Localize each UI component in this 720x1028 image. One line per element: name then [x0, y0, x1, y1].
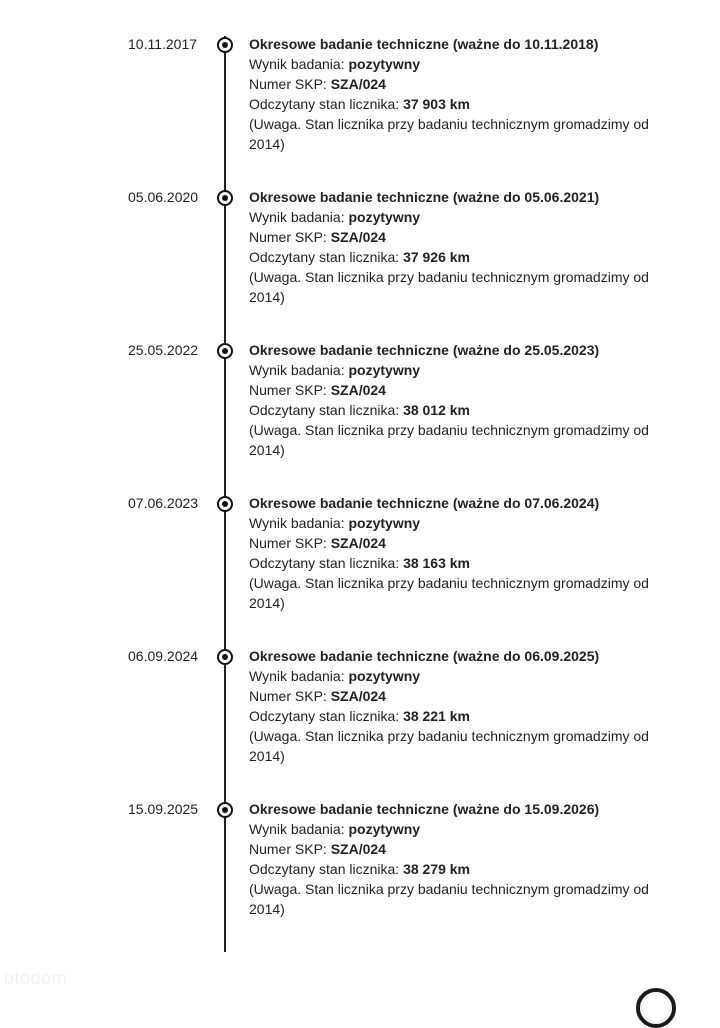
entry-odometer	[249, 553, 649, 573]
result-label: Wynik badania:	[249, 821, 349, 837]
result-label: Wynik badania:	[249, 515, 349, 531]
entry-result	[249, 819, 649, 839]
entry-title: Okresowe badanie techniczne (ważne do 25.05.2023)	[249, 342, 600, 358]
odometer-value: 38 163 km	[403, 555, 471, 571]
skp-value: SZA/024	[330, 382, 386, 398]
entry-result	[249, 207, 649, 227]
entry-skp	[249, 533, 649, 553]
entry-result	[249, 666, 649, 686]
result-label: Wynik badania:	[249, 209, 349, 225]
circle-badge-icon	[636, 988, 676, 1028]
odometer-value: 38 221 km	[403, 708, 471, 724]
skp-label: Numer SKP:	[249, 535, 331, 551]
entry-skp	[249, 227, 649, 247]
entry-odometer	[249, 94, 649, 114]
timeline-entry	[0, 646, 720, 776]
timeline-dot-icon	[217, 343, 233, 359]
entry-title: Okresowe badanie techniczne (ważne do 10.11.2018)	[249, 36, 599, 52]
watermark-logo: otodom	[4, 968, 68, 988]
odometer-label: Odczytany stan licznika:	[249, 96, 404, 112]
odometer-value: 38 012 km	[403, 402, 471, 418]
entry-details	[249, 799, 649, 919]
entry-title: Okresowe badanie techniczne (ważne do 15.09.2026)	[249, 801, 600, 817]
entry-title: Okresowe badanie techniczne (ważne do 06.09.2025)	[249, 648, 600, 664]
skp-value: SZA/024	[330, 76, 386, 92]
odometer-label: Odczytany stan licznika:	[249, 555, 404, 571]
entry-date: 06.09.2024	[128, 648, 199, 664]
entry-note: (Uwaga. Stan licznika przy badaniu technicznym gromadzimy od 2014)	[249, 269, 649, 305]
timeline-entry	[0, 799, 720, 929]
odometer-label: Odczytany stan licznika:	[249, 402, 404, 418]
entry-odometer	[249, 400, 649, 420]
skp-label: Numer SKP:	[249, 688, 331, 704]
result-value: pozytywny	[348, 515, 421, 531]
skp-label: Numer SKP:	[249, 76, 331, 92]
entry-date: 15.09.2025	[128, 801, 199, 817]
timeline-entry	[0, 493, 720, 623]
result-label: Wynik badania:	[249, 362, 349, 378]
entry-result	[249, 513, 649, 533]
odometer-value: 38 279 km	[403, 861, 471, 877]
result-value: pozytywny	[348, 362, 421, 378]
result-label: Wynik badania:	[249, 668, 349, 684]
entry-result	[249, 54, 649, 74]
timeline-dot-icon	[217, 802, 233, 818]
timeline-entry	[0, 340, 720, 470]
entry-odometer	[249, 706, 649, 726]
entry-date: 25.05.2022	[128, 342, 199, 358]
skp-label: Numer SKP:	[249, 382, 331, 398]
skp-label: Numer SKP:	[249, 841, 331, 857]
odometer-label: Odczytany stan licznika:	[249, 249, 404, 265]
entry-date: 05.06.2020	[128, 189, 199, 205]
entry-skp	[249, 686, 649, 706]
entry-note: (Uwaga. Stan licznika przy badaniu technicznym gromadzimy od 2014)	[249, 881, 649, 917]
odometer-label: Odczytany stan licznika:	[249, 861, 404, 877]
entry-skp	[249, 380, 649, 400]
entry-skp	[249, 839, 649, 859]
skp-value: SZA/024	[330, 688, 386, 704]
timeline-dot-icon	[217, 37, 233, 53]
odometer-value: 37 926 km	[403, 249, 471, 265]
result-value: pozytywny	[348, 821, 421, 837]
entry-note: (Uwaga. Stan licznika przy badaniu technicznym gromadzimy od 2014)	[249, 575, 649, 611]
entry-date: 10.11.2017	[128, 36, 198, 52]
entry-result	[249, 360, 649, 380]
result-label: Wynik badania:	[249, 56, 349, 72]
entry-title: Okresowe badanie techniczne (ważne do 07.06.2024)	[249, 495, 600, 511]
entry-title: Okresowe badanie techniczne (ważne do 05.06.2021)	[249, 189, 600, 205]
entry-skp	[249, 74, 649, 94]
entry-details	[249, 340, 649, 460]
skp-value: SZA/024	[330, 229, 386, 245]
entry-date: 07.06.2023	[128, 495, 199, 511]
result-value: pozytywny	[348, 56, 421, 72]
skp-value: SZA/024	[330, 535, 386, 551]
timeline-dot-icon	[217, 190, 233, 206]
entry-odometer	[249, 859, 649, 879]
timeline-dot-icon	[217, 496, 233, 512]
entry-details	[249, 34, 649, 154]
entry-note: (Uwaga. Stan licznika przy badaniu technicznym gromadzimy od 2014)	[249, 728, 649, 764]
result-value: pozytywny	[348, 668, 421, 684]
entry-note: (Uwaga. Stan licznika przy badaniu technicznym gromadzimy od 2014)	[249, 422, 649, 458]
entry-details	[249, 493, 649, 613]
timeline-entry	[0, 34, 720, 164]
skp-value: SZA/024	[330, 841, 386, 857]
odometer-value: 37 903 km	[403, 96, 471, 112]
result-value: pozytywny	[348, 209, 421, 225]
entry-note: (Uwaga. Stan licznika przy badaniu technicznym gromadzimy od 2014)	[249, 116, 649, 152]
entry-details	[249, 646, 649, 766]
skp-label: Numer SKP:	[249, 229, 331, 245]
entry-details	[249, 187, 649, 307]
entry-odometer	[249, 247, 649, 267]
odometer-label: Odczytany stan licznika:	[249, 708, 404, 724]
timeline-dot-icon	[217, 649, 233, 665]
timeline-entry	[0, 187, 720, 317]
